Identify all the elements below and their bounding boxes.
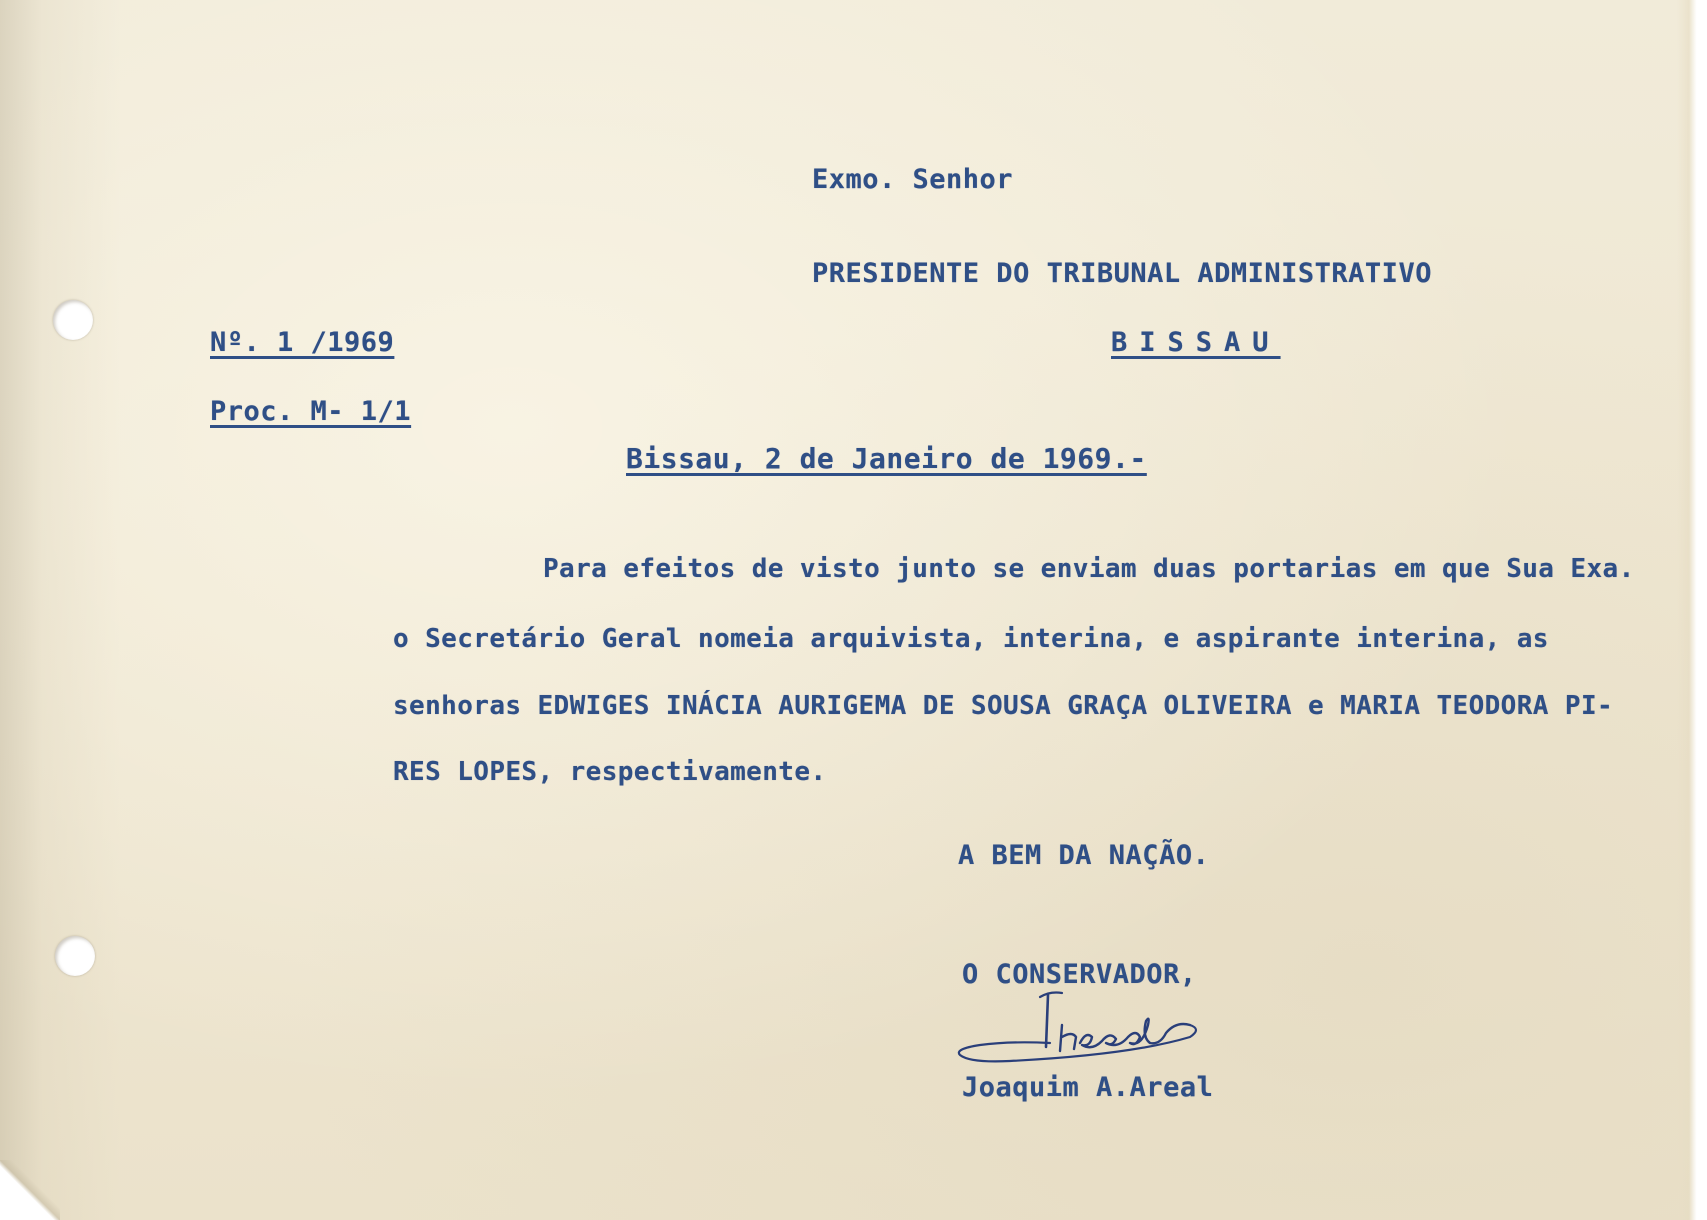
signatory-name: Joaquim A.Areal: [962, 1072, 1214, 1103]
handwritten-signature-icon: [950, 985, 1250, 1075]
body-line: Para efeitos de visto junto se enviam duas portarias em que Sua Exa.: [543, 554, 1635, 584]
reference-process: Proc. M- 1/1: [210, 396, 412, 427]
reference-number: Nº. 1 /1969: [210, 327, 395, 358]
closing: A BEM DA NAÇÃO.: [958, 840, 1210, 871]
punch-hole-icon: [53, 300, 93, 340]
city: BISSAU: [1111, 327, 1281, 358]
body-line: senhoras EDWIGES INÁCIA AURIGEMA DE SOUSA GRAÇA OLIVEIRA e MARIA TEODORA PI-: [393, 691, 1614, 721]
letter-date: Bissau, 2 de Janeiro de 1969.-: [626, 442, 1147, 475]
signatory-title: O CONSERVADOR,: [962, 959, 1197, 990]
salutation: Exmo. Senhor: [812, 164, 1014, 195]
punch-hole-icon: [55, 936, 95, 976]
paper-right-edge: [1677, 0, 1707, 1220]
body-line: o Secretário Geral nomeia arquivista, interina, e aspirante interina, as: [393, 624, 1549, 654]
body-line: RES LOPES, respectivamente.: [393, 757, 827, 787]
paper-torn-corner: [0, 1160, 60, 1220]
addressee: PRESIDENTE DO TRIBUNAL ADMINISTRATIVO: [812, 258, 1432, 289]
paper-left-edge: [0, 0, 120, 1220]
